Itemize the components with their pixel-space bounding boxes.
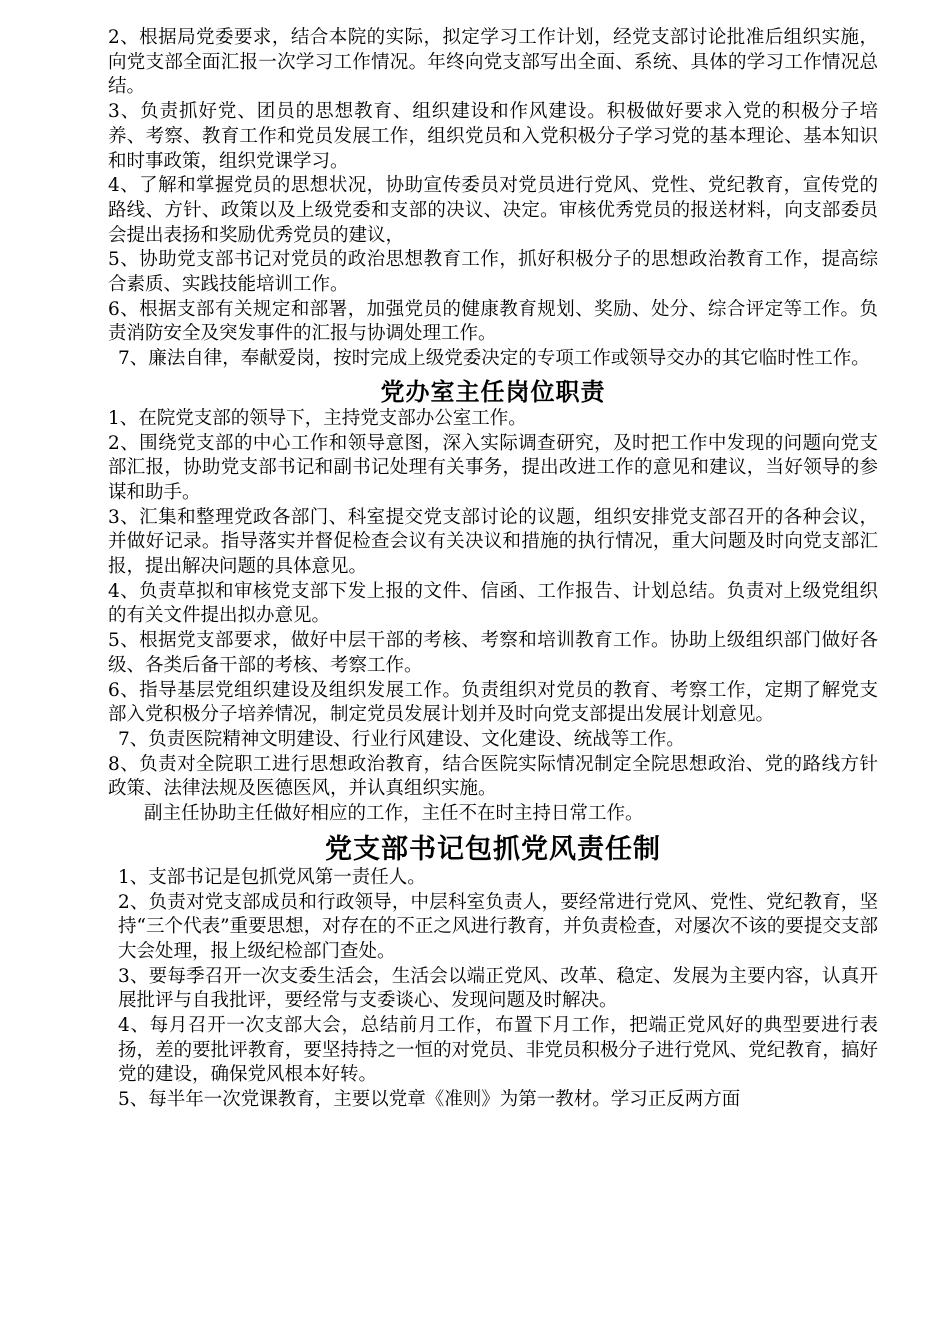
paragraph-item-5: 5、协助党支部书记对党员的政治思想教育工作，抓好积极分子的思想政治教育工作，提高综合素质、实践技能培训工作。: [108, 249, 878, 296]
section-title-party-office-director: 党办室主任岗位职责: [380, 377, 606, 406]
paragraph-item-2: 2、根据局党委要求，结合本院的实际，拟定学习工作计划，经党支部讨论批准后组织实施，向党支部全面汇报一次学习工作情况。年终向党支部写出全面、系统、具体的学习工作情况总结。: [108, 27, 878, 98]
paragraph-deputy-note: 副主任协助主任做好相应的工作，主任不在时主持日常工作。: [144, 803, 644, 825]
paragraph-item-6: 6、根据支部有关规定和部署，加强党员的健康教育规划、奖励、处分、综合评定等工作。负责消防安全及突发事件的汇报与协调处理工作。: [108, 298, 878, 345]
section-1: [108, 26, 878, 372]
paragraph-item-4: 4、每月召开一次支部大会，总结前月工作，布置下月工作，把端正党风好的典型要进行表扬，差的要批评教育，要坚持持之一恒的对党员、非党员积极分子进行党风、党纪教育，搞好党的建设，确保党风根本好转。: [118, 1015, 878, 1086]
paragraph-item-8: 8、负责对全院职工进行思想政治教育，结合医院实际情况制定全院思想政治、党的路线方针政策、法律法规及医德医风，并认真组织实施。: [108, 753, 878, 800]
paragraph-item-1: 1、支部书记是包抓党风第一责任人。: [118, 866, 426, 888]
paragraph-item-5: 5、每半年一次党课教育，主要以党章《准则》为第一教材。学习正反两方面: [118, 1089, 741, 1111]
paragraph-item-4: 4、了解和掌握党员的思想状况，协助宣传委员对党员进行党风、党性、党纪教育，宣传党的路线、方针、政策以及上级党委和支部的决议、决定。审核优秀党员的报送材料，向支部委员会提出表扬和奖励优秀党员的建议，: [108, 175, 878, 246]
document-page: [108, 26, 878, 1113]
paragraph-item-5: 5、根据党支部要求，做好中层干部的考核、考察和培训教育工作。协助上级组织部门做好各级、各类后备干部的考核、考察工作。: [108, 630, 878, 676]
paragraph-item-4: 4、负责草拟和审核党支部下发上报的文件、信函、工作报告、计划总结。负责对上级党组织的有关文件提出拟办意见。: [108, 580, 878, 627]
section-title-branch-secretary-responsibility: 党支部书记包抓党风责任制: [325, 833, 661, 865]
paragraph-item-6: 6、指导基层党组织建设及组织发展工作。负责组织对党员的教育、考察工作，定期了解党支部入党积极分子培养情况，制定党员发展计划并及时向党支部提出发展计划意见。: [108, 679, 878, 726]
paragraph-item-1: 1、在院党支部的领导下，主持党支部办公室工作。: [108, 407, 527, 429]
section-2: [108, 407, 878, 827]
paragraph-item-2: 2、负责对党支部成员和行政领导，中层科室负责人，要经常进行党风、党性、党纪教育，坚持“三个代表”重要思想，对存在的不正之风进行教育，并负责检查，对屡次不该的要提交支部大会处理，报上级纪检部门查处。: [118, 891, 878, 962]
paragraph-item-3: 3、要每季召开一次支委生活会，生活会以端正党风、改革、稳定、发展为主要内容，认真开展批评与自我批评，要经常与支委谈心、发现问题及时解决。: [118, 965, 878, 1012]
paragraph-item-3: 3、负责抓好党、团员的思想教育、组织建设和作风建设。积极做好要求入党的积极分子培养、考察、教育工作和党员发展工作，组织党员和入党积极分子学习党的基本理论、基本知识和时事政策，组织党课学习。: [108, 101, 878, 172]
paragraph-item-7: 7、负责医院精神文明建设、行业行风建设、文化建设、统战等工作。: [118, 728, 685, 750]
paragraph-item-7: 7、廉法自律，奉献爱岗，按时完成上级党委决定的专项工作或领导交办的其它临时性工作。: [118, 348, 870, 370]
section-3: [108, 866, 878, 1113]
paragraph-item-2: 2、围绕党支部的中心工作和领导意图，深入实际调查研究，及时把工作中发现的问题向党支部汇报，协助党支部书记和副书记处理有关事务，提出改进工作的意见和建议，当好领导的参谋和助手。: [108, 432, 878, 503]
paragraph-item-3: 3、汇集和整理党政各部门、科室提交党支部讨论的议题，组织安排党支部召开的各种会议，并做好记录。指导落实并督促检查会议有关决议和措施的执行情况，重大问题及时向党支部汇报，提出解决问题的具体意见。: [108, 506, 878, 578]
